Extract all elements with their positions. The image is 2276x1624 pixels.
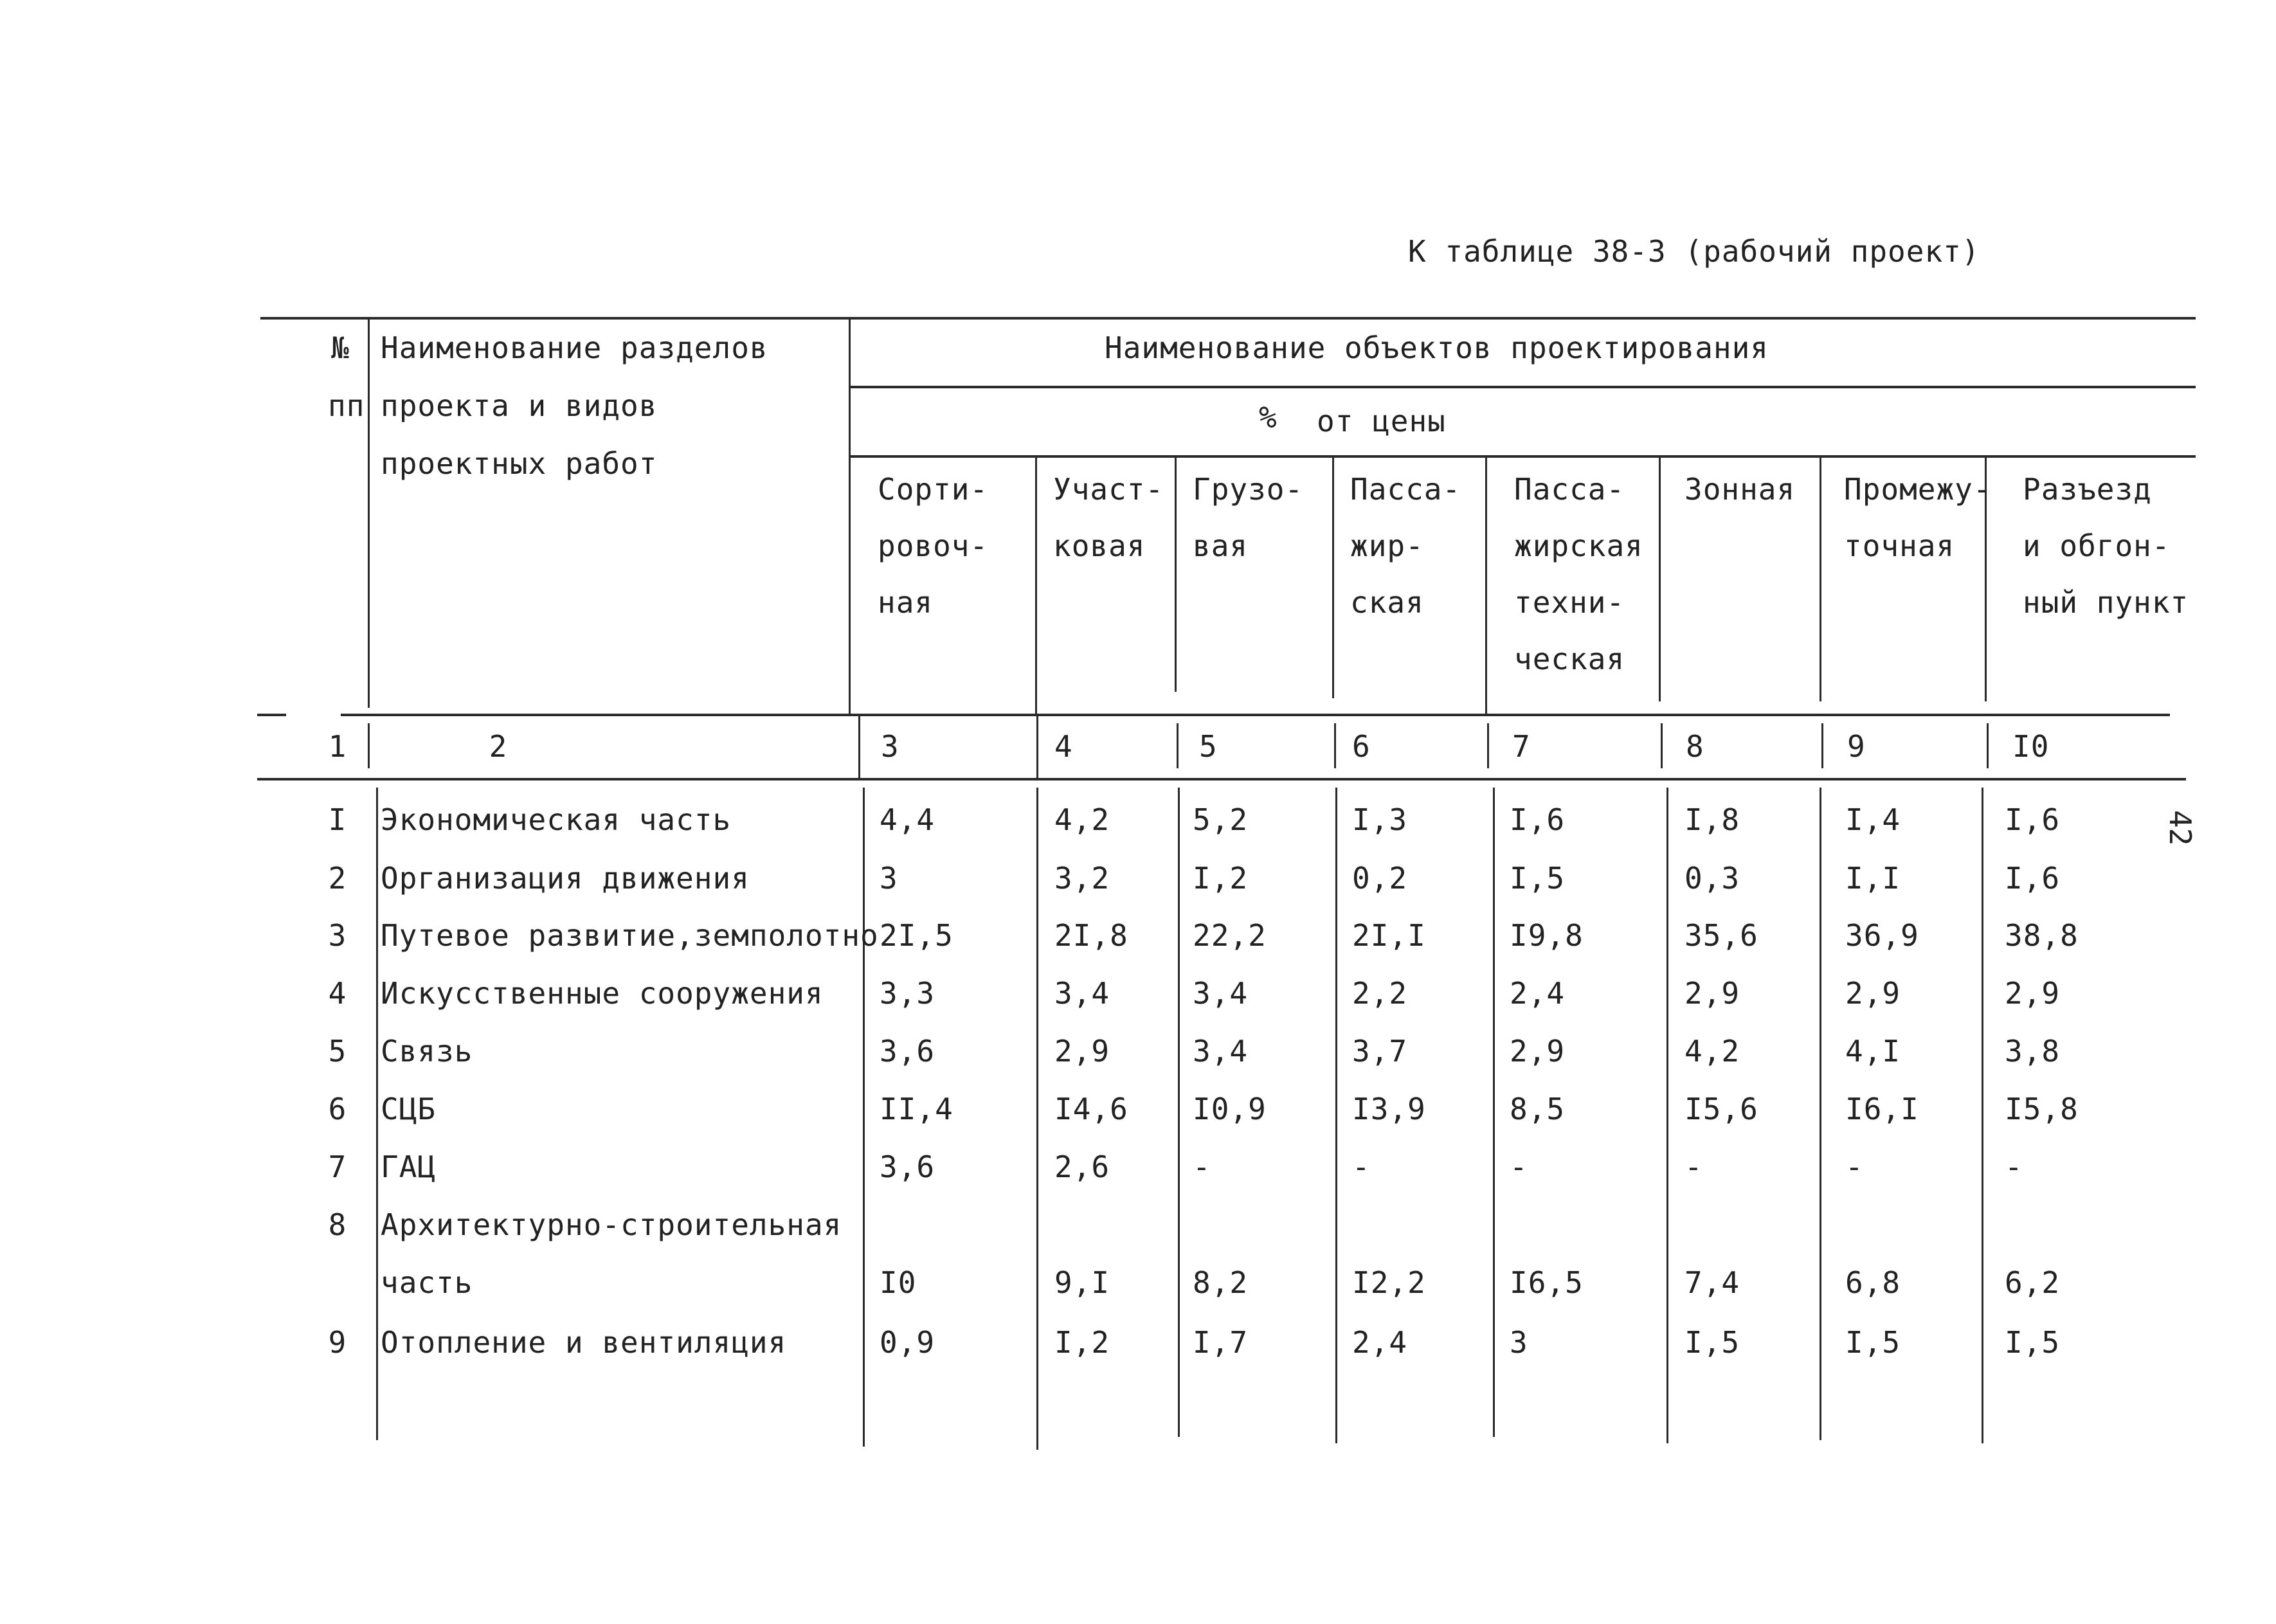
row-value: I,I xyxy=(1845,861,1901,896)
row-value: 2,6 xyxy=(1054,1150,1110,1184)
column-header-5-line-2: вая xyxy=(1193,528,1249,563)
vrule-c4-numrow xyxy=(1177,723,1179,768)
column-header-8-line-1: Зонная xyxy=(1684,472,1796,507)
header-section-line2: проекта и видов xyxy=(381,388,658,423)
row-value: 9,I xyxy=(1054,1265,1110,1300)
row-value: 3,7 xyxy=(1352,1034,1408,1069)
row-value: I,6 xyxy=(2005,802,2061,837)
row-value: I,5 xyxy=(2005,1325,2061,1360)
row-value: 3,6 xyxy=(880,1034,935,1069)
row-value: 2,9 xyxy=(1684,976,1740,1011)
header-num-line1: № xyxy=(331,330,350,365)
row-number: 4 xyxy=(328,976,347,1011)
row-name: ГАЦ xyxy=(381,1150,437,1184)
row-value: I,4 xyxy=(1845,802,1901,837)
row-value: 4,4 xyxy=(880,802,935,837)
vrule-c9-body xyxy=(1982,788,1983,1443)
row-value: 8,5 xyxy=(1510,1092,1566,1126)
vrule-c7-numrow xyxy=(1661,723,1663,768)
vrule-num-header xyxy=(368,319,370,708)
row-number: 2 xyxy=(328,861,347,896)
vrule-c5-numrow xyxy=(1334,723,1336,768)
row-value: I,5 xyxy=(1845,1325,1901,1360)
row-value: 2,9 xyxy=(1054,1034,1110,1069)
row-value: 2,9 xyxy=(1845,976,1901,1011)
column-header-7-line-1: Пасса- xyxy=(1514,472,1625,507)
percent-sign: % xyxy=(1259,400,1278,435)
column-number-8: 8 xyxy=(1686,729,1704,764)
column-number-7: 7 xyxy=(1512,729,1531,764)
column-header-3-line-3: ная xyxy=(878,585,934,620)
vrule-c8-body xyxy=(1820,788,1821,1440)
row-value: 2I,I xyxy=(1352,918,1426,953)
row-value: - xyxy=(1193,1150,1211,1184)
column-header-7-line-3: техни- xyxy=(1514,585,1625,620)
vrule-c9-numrow xyxy=(1987,723,1989,768)
column-header-3-line-1: Сорти- xyxy=(878,472,989,507)
row-value: 2,9 xyxy=(2005,976,2061,1011)
row-name: Связь xyxy=(381,1034,473,1069)
row-value: I4,6 xyxy=(1054,1092,1128,1126)
row-value: 3,4 xyxy=(1193,976,1249,1011)
vrule-name-header xyxy=(849,319,851,714)
row-value: I9,8 xyxy=(1510,918,1584,953)
table-caption: К таблице 38-3 (рабочий проект) xyxy=(1408,234,1980,269)
header-section-line1: Наименование разделов xyxy=(381,330,768,365)
row-value: 3 xyxy=(1510,1325,1528,1360)
column-header-6-line-2: жир- xyxy=(1350,528,1424,563)
row-value: II,4 xyxy=(880,1092,953,1126)
row-value: - xyxy=(2005,1150,2023,1184)
row-number: 6 xyxy=(328,1092,347,1126)
vrule-c5-header xyxy=(1332,457,1334,698)
vrule-c4-header xyxy=(1175,457,1177,692)
row-value: 4,2 xyxy=(1684,1034,1740,1069)
column-header-10-line-3: ный пункт xyxy=(2023,585,2189,620)
row-value: 2,2 xyxy=(1352,976,1408,1011)
vrule-c6-body xyxy=(1493,788,1495,1437)
row-value: I2,2 xyxy=(1352,1265,1426,1300)
vrule-c4-body xyxy=(1178,788,1180,1437)
row-name: Путевое развитие,земполотно xyxy=(381,918,879,953)
row-value: 3 xyxy=(880,861,898,896)
row-value: 2I,8 xyxy=(1054,918,1128,953)
row-number: 3 xyxy=(328,918,347,953)
vrule-num-body xyxy=(376,788,378,1440)
row-number: 7 xyxy=(328,1150,347,1184)
vrule-c6-header xyxy=(1485,457,1487,714)
column-header-3-line-2: ровоч- xyxy=(878,528,989,563)
row-value: 7,4 xyxy=(1684,1265,1740,1300)
row-value: 3,4 xyxy=(1054,976,1110,1011)
row-name: Искусственные сооружения xyxy=(381,976,824,1011)
row-number: I xyxy=(328,802,347,837)
vrule-c3-header xyxy=(1035,457,1037,714)
row-value: 4,2 xyxy=(1054,802,1110,837)
vrule-c8-header xyxy=(1820,457,1821,701)
row-number: 5 xyxy=(328,1034,347,1069)
row-value: 0,9 xyxy=(880,1325,935,1360)
row-value: I0,9 xyxy=(1193,1092,1267,1126)
column-header-4-line-2: ковая xyxy=(1053,528,1146,563)
column-header-9-line-2: точная xyxy=(1844,528,1955,563)
row-value: 3,8 xyxy=(2005,1034,2061,1069)
row-number: 8 xyxy=(328,1207,347,1242)
row-value: I6,5 xyxy=(1510,1265,1584,1300)
row-value: 3,4 xyxy=(1193,1034,1249,1069)
row-value: I,8 xyxy=(1684,802,1740,837)
row-value: 36,9 xyxy=(1845,918,1919,953)
row-value: I,2 xyxy=(1193,861,1249,896)
row-value: 6,2 xyxy=(2005,1265,2061,1300)
vrule-c5-body xyxy=(1335,788,1337,1443)
row-value: I5,8 xyxy=(2005,1092,2079,1126)
column-number-4: 4 xyxy=(1054,729,1073,764)
vrule-name-body xyxy=(863,788,865,1447)
row-value: 35,6 xyxy=(1684,918,1758,953)
row-value: 0,3 xyxy=(1684,861,1740,896)
rule-under-objects-title xyxy=(849,386,2196,388)
row-value: - xyxy=(1845,1150,1864,1184)
vrule-c3-numrow xyxy=(1036,716,1038,778)
row-value: 3,2 xyxy=(1054,861,1110,896)
row-value: 22,2 xyxy=(1193,918,1267,953)
row-value: I0 xyxy=(880,1265,917,1300)
row-name: СЦБ xyxy=(381,1092,437,1126)
rule-numbers-bottom xyxy=(257,778,2186,780)
column-header-10-line-1: Разъезд xyxy=(2023,472,2152,507)
row-name: Отопление и вентиляция xyxy=(381,1325,787,1360)
column-header-4-line-1: Участ- xyxy=(1053,472,1164,507)
row-value: 3,3 xyxy=(880,976,935,1011)
column-number-3: 3 xyxy=(881,729,899,764)
row-value: 2,4 xyxy=(1352,1325,1408,1360)
row-value: 3,6 xyxy=(880,1150,935,1184)
row-value: I,5 xyxy=(1684,1325,1740,1360)
row-name: Организация движения xyxy=(381,861,750,896)
objects-title: Наименование объектов проектирования xyxy=(1105,330,1769,365)
header-num-line2: пп xyxy=(328,388,365,423)
row-value: 8,2 xyxy=(1193,1265,1249,1300)
row-value: I,6 xyxy=(2005,861,2061,896)
column-header-10-line-2: и обгон- xyxy=(2023,528,2171,563)
page-number: 42 xyxy=(2163,810,2198,846)
row-value: 4,I xyxy=(1845,1034,1901,1069)
column-header-6-line-1: Пасса- xyxy=(1350,472,1461,507)
vrule-c8-numrow xyxy=(1821,723,1823,768)
rule-top xyxy=(260,317,2196,320)
vrule-c7-body xyxy=(1666,788,1668,1443)
rule-header-dash xyxy=(257,714,286,716)
row-value: 2,4 xyxy=(1510,976,1566,1011)
vrule-c6-numrow xyxy=(1487,723,1489,768)
vrule-c3-body xyxy=(1036,788,1038,1450)
column-header-5-line-1: Грузо- xyxy=(1193,472,1304,507)
rule-under-percent xyxy=(849,455,2196,458)
row-value: 0,2 xyxy=(1352,861,1408,896)
row-name: Архитектурно-строительная xyxy=(381,1207,842,1242)
row-name: часть xyxy=(381,1265,473,1300)
column-number-6: 6 xyxy=(1352,729,1371,764)
column-number-5: 5 xyxy=(1199,729,1218,764)
vrule-name-numrow xyxy=(858,716,860,778)
column-header-7-line-2: жирская xyxy=(1514,528,1643,563)
row-value: I,7 xyxy=(1193,1325,1249,1360)
column-number-2: 2 xyxy=(489,729,508,764)
rule-header-bottom xyxy=(341,714,2170,716)
percent-label: от цены xyxy=(1317,404,1446,438)
header-section-line3: проектных работ xyxy=(381,446,658,481)
row-value: I6,I xyxy=(1845,1092,1919,1126)
row-value: 2,9 xyxy=(1510,1034,1566,1069)
row-name: Экономическая часть xyxy=(381,802,732,837)
row-value: 5,2 xyxy=(1193,802,1249,837)
column-header-6-line-3: ская xyxy=(1350,585,1424,620)
row-value: - xyxy=(1510,1150,1528,1184)
column-number-10: I0 xyxy=(2012,729,2050,764)
row-value: I5,6 xyxy=(1684,1092,1758,1126)
row-value: I,2 xyxy=(1054,1325,1110,1360)
row-value: I,5 xyxy=(1510,861,1566,896)
row-value: 6,8 xyxy=(1845,1265,1901,1300)
vrule-c7-header xyxy=(1659,457,1661,701)
column-number-1: 1 xyxy=(328,729,347,764)
column-header-7-line-4: ческая xyxy=(1514,642,1625,676)
row-value: I3,9 xyxy=(1352,1092,1426,1126)
row-value: 38,8 xyxy=(2005,918,2079,953)
row-value: - xyxy=(1684,1150,1703,1184)
column-number-9: 9 xyxy=(1847,729,1866,764)
row-number: 9 xyxy=(328,1325,347,1360)
row-value: I,6 xyxy=(1510,802,1566,837)
vrule-num-numrow xyxy=(368,723,370,768)
row-value: - xyxy=(1352,1150,1371,1184)
row-value: I,3 xyxy=(1352,802,1408,837)
row-value: 2I,5 xyxy=(880,918,953,953)
column-header-9-line-1: Промежу- xyxy=(1844,472,1992,507)
